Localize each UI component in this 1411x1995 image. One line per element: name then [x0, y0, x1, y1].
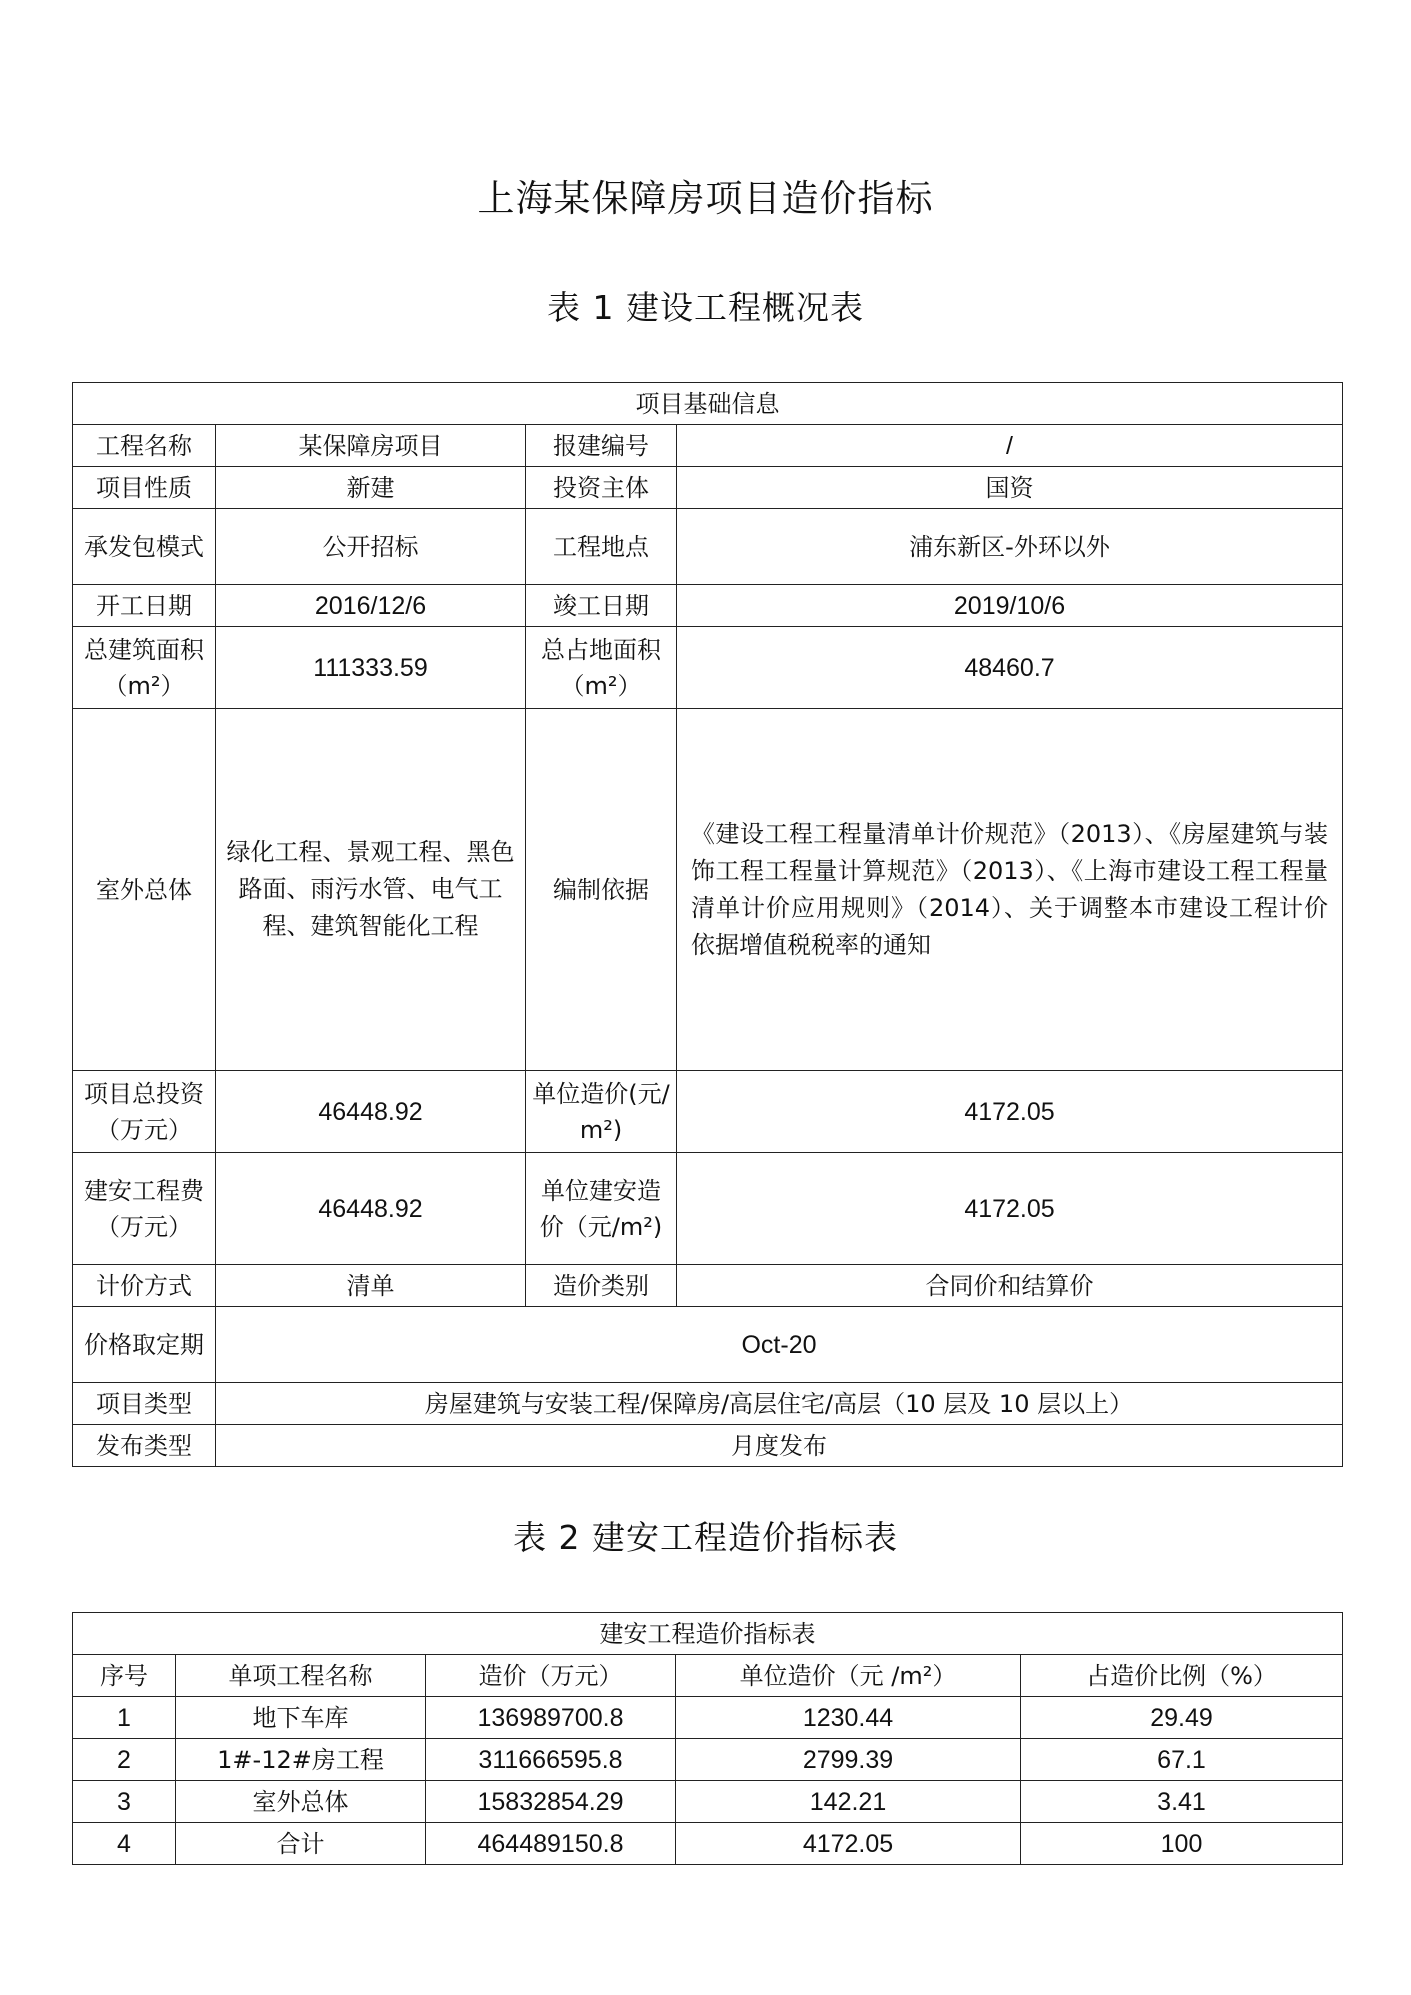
item-ratio: 67.1 [1021, 1739, 1343, 1781]
item-ratio: 100 [1021, 1823, 1343, 1865]
outdoor-label: 室外总体 [73, 709, 216, 1071]
pricing-method-value: 清单 [216, 1265, 526, 1307]
page-title: 上海某保障房项目造价指标 [477, 177, 934, 220]
item-unit-cost: 142.21 [676, 1781, 1021, 1823]
project-name-label: 工程名称 [73, 425, 216, 467]
item-ratio: 29.49 [1021, 1697, 1343, 1739]
project-overview-table [72, 382, 1343, 1467]
release-type-label: 发布类型 [73, 1425, 216, 1467]
item-cost: 464489150.8 [426, 1823, 676, 1865]
item-name: 1#-12#房工程 [176, 1739, 426, 1781]
investor-label: 投资主体 [526, 467, 677, 509]
project-name-value: 某保障房项目 [216, 425, 526, 467]
basis-label: 编制依据 [526, 709, 677, 1071]
row-index: 3 [73, 1781, 176, 1823]
price-period-value: Oct-20 [216, 1307, 1343, 1383]
unit-install-label: 单位建安造价（元/m²) [526, 1153, 677, 1265]
nature-value: 新建 [216, 467, 526, 509]
table2-header: 建安工程造价指标表 [73, 1613, 1343, 1655]
column-header: 造价（万元） [426, 1655, 676, 1697]
row-index: 4 [73, 1823, 176, 1865]
row-index: 1 [73, 1697, 176, 1739]
table1-caption: 表 1 建设工程概况表 [547, 288, 864, 327]
column-header: 单位造价（元 /m²） [676, 1655, 1021, 1697]
start-date-label: 开工日期 [73, 585, 216, 627]
item-name: 地下车库 [176, 1697, 426, 1739]
item-cost: 136989700.8 [426, 1697, 676, 1739]
contract-mode-label: 承发包模式 [73, 509, 216, 585]
column-header: 占造价比例（%） [1021, 1655, 1343, 1697]
nature-label: 项目性质 [73, 467, 216, 509]
column-header-row [73, 1655, 1343, 1697]
cost-type-value: 合同价和结算价 [677, 1265, 1343, 1307]
gross-area-label: 总建筑面积（m²） [73, 627, 216, 709]
contract-mode-value: 公开招标 [216, 509, 526, 585]
install-fee-value: 46448.92 [216, 1153, 526, 1265]
report-no-label: 报建编号 [526, 425, 677, 467]
column-header: 单项工程名称 [176, 1655, 426, 1697]
item-cost: 311666595.8 [426, 1739, 676, 1781]
table1-header: 项目基础信息 [73, 383, 1343, 425]
end-date-label: 竣工日期 [526, 585, 677, 627]
cost-index-table [72, 1612, 1343, 1865]
investor-value: 国资 [677, 467, 1343, 509]
item-name: 合计 [176, 1823, 426, 1865]
report-no-value: / [677, 425, 1343, 467]
project-type-label: 项目类型 [73, 1383, 216, 1425]
outdoor-value: 绿化工程、景观工程、黑色路面、雨污水管、电气工程、建筑智能化工程 [216, 709, 526, 1071]
price-period-label: 价格取定期 [73, 1307, 216, 1383]
item-unit-cost: 1230.44 [676, 1697, 1021, 1739]
item-cost: 15832854.29 [426, 1781, 676, 1823]
item-ratio: 3.41 [1021, 1781, 1343, 1823]
total-invest-label: 项目总投资（万元） [73, 1071, 216, 1153]
table-row [73, 1697, 1343, 1739]
land-area-label: 总占地面积（m²） [526, 627, 677, 709]
start-date-value: 2016/12/6 [216, 585, 526, 627]
end-date-value: 2019/10/6 [677, 585, 1343, 627]
item-unit-cost: 2799.39 [676, 1739, 1021, 1781]
table2-caption: 表 2 建安工程造价指标表 [513, 1518, 898, 1557]
table-row [73, 1823, 1343, 1865]
row-index: 2 [73, 1739, 176, 1781]
unit-install-value: 4172.05 [677, 1153, 1343, 1265]
gross-area-value: 111333.59 [216, 627, 526, 709]
column-header: 序号 [73, 1655, 176, 1697]
basis-value: 《建设工程工程量清单计价规范》（2013）、《房屋建筑与装饰工程工程量计算规范》（2013）、《上海市建设工程工程量清单计价应用规则》（2014）、关于调整本市建设工程计价依据增值税税率的通知 [677, 709, 1343, 1071]
install-fee-label: 建安工程费（万元） [73, 1153, 216, 1265]
release-type-value: 月度发布 [216, 1425, 1343, 1467]
location-label: 工程地点 [526, 509, 677, 585]
total-invest-value: 46448.92 [216, 1071, 526, 1153]
pricing-method-label: 计价方式 [73, 1265, 216, 1307]
land-area-value: 48460.7 [677, 627, 1343, 709]
unit-cost-label: 单位造价(元/m²) [526, 1071, 677, 1153]
table-row [73, 1739, 1343, 1781]
table-row [73, 1781, 1343, 1823]
item-name: 室外总体 [176, 1781, 426, 1823]
cost-type-label: 造价类别 [526, 1265, 677, 1307]
project-type-value: 房屋建筑与安装工程/保障房/高层住宅/高层（10 层及 10 层以上） [216, 1383, 1343, 1425]
item-unit-cost: 4172.05 [676, 1823, 1021, 1865]
location-value: 浦东新区-外环以外 [677, 509, 1343, 585]
unit-cost-value: 4172.05 [677, 1071, 1343, 1153]
